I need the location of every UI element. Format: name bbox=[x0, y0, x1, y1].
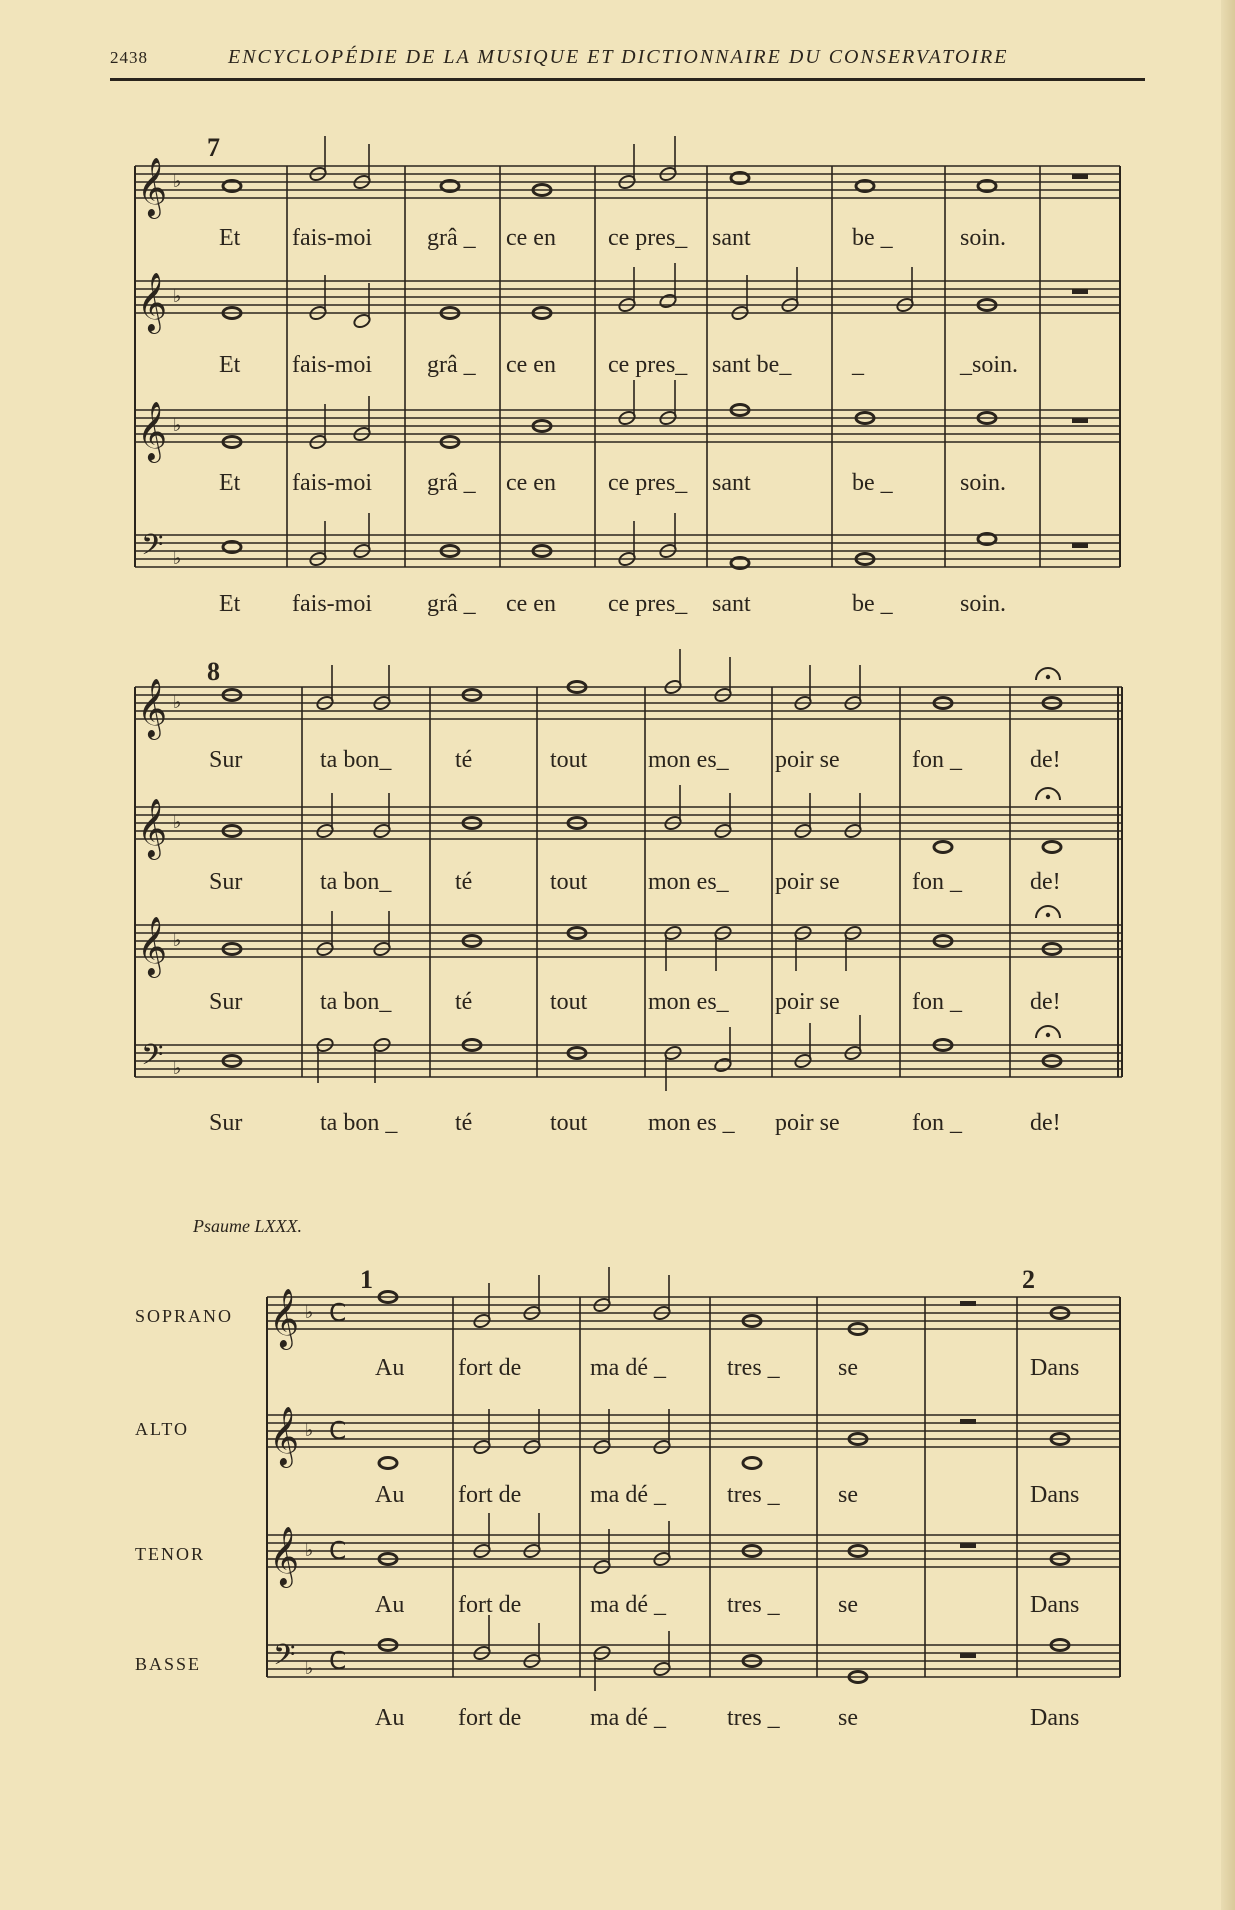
common-time-icon: C bbox=[329, 1298, 347, 1327]
lyric-psalm-v1: ma dé _ bbox=[590, 1355, 666, 1381]
lyric-sys1-v2: fais-moi bbox=[292, 352, 372, 378]
lyric-psalm-v1: se bbox=[838, 1355, 858, 1381]
lyric-sys2-v1: té bbox=[455, 747, 473, 773]
lyric-sys2-v3: tout bbox=[550, 989, 588, 1015]
lyric-psalm-v1: tres _ bbox=[727, 1355, 780, 1381]
lyrics-layer bbox=[135, 133, 1079, 1731]
lyric-sys2-v1: mon es_ bbox=[648, 747, 729, 773]
lyric-psalm-v2: se bbox=[838, 1482, 858, 1508]
lyric-psalm-v4: tres _ bbox=[727, 1705, 780, 1731]
psalm-caption: Psaume LXXX. bbox=[193, 1216, 302, 1236]
whole-note bbox=[743, 1458, 761, 1469]
lyric-psalm-v3: tres _ bbox=[727, 1592, 780, 1618]
treble-clef-icon: 𝄞 bbox=[137, 678, 168, 738]
lyric-sys1-v4: soin. bbox=[960, 591, 1007, 617]
treble-clef-icon: 𝄞 bbox=[137, 272, 168, 332]
common-time-icon: C bbox=[329, 1646, 347, 1675]
lyric-sys1-v3: sant bbox=[712, 470, 751, 496]
lyric-sys1-v3: be _ bbox=[852, 470, 893, 496]
whole-rest-icon bbox=[960, 1653, 976, 1658]
lyric-sys2-v4: mon es _ bbox=[648, 1110, 735, 1136]
measure-number: 8 bbox=[207, 657, 220, 686]
whole-rest-icon bbox=[1072, 543, 1088, 548]
lyric-psalm-v3: ma dé _ bbox=[590, 1592, 666, 1618]
whole-rest-icon bbox=[1072, 174, 1088, 179]
whole-note bbox=[1043, 842, 1061, 853]
whole-rest-icon bbox=[1072, 289, 1088, 294]
flat-icon: ♭ bbox=[173, 930, 182, 951]
lyric-sys2-v4: ta bon _ bbox=[320, 1110, 398, 1136]
lyric-sys1-v4: be _ bbox=[852, 591, 893, 617]
lyric-sys2-v1: ta bon_ bbox=[320, 747, 392, 773]
flat-icon: ♭ bbox=[173, 692, 182, 713]
flat-icon: ♭ bbox=[173, 812, 182, 833]
lyric-sys1-v4: sant bbox=[712, 591, 751, 617]
whole-note bbox=[379, 1458, 397, 1469]
lyric-sys2-v2: ta bon_ bbox=[320, 869, 392, 895]
whole-rest-icon bbox=[960, 1543, 976, 1548]
bass-clef-icon: 𝄢 bbox=[273, 1638, 296, 1679]
treble-clef-icon: 𝄞 bbox=[137, 916, 168, 976]
lyric-sys1-v2: ce pres_ bbox=[608, 352, 688, 378]
voice-label: ALTO bbox=[135, 1419, 190, 1439]
fermata-dot bbox=[1046, 913, 1050, 917]
whole-rest-icon bbox=[960, 1419, 976, 1424]
lyric-sys2-v2: té bbox=[455, 869, 473, 895]
lyric-sys2-v3: fon _ bbox=[912, 989, 962, 1015]
fermata-dot bbox=[1046, 675, 1050, 679]
common-time-icon: C bbox=[329, 1416, 347, 1445]
lyric-sys2-v3: mon es_ bbox=[648, 989, 729, 1015]
lyric-sys2-v4: té bbox=[455, 1110, 473, 1136]
treble-clef-icon: 𝄞 bbox=[137, 798, 168, 858]
lyric-sys2-v2: de! bbox=[1030, 869, 1061, 895]
lyric-sys1-v1: grâ _ bbox=[427, 225, 476, 251]
lyric-sys2-v1: Sur bbox=[209, 747, 243, 773]
page-number: 2438 bbox=[110, 48, 148, 67]
lyric-sys2-v3: poir se bbox=[775, 989, 840, 1015]
lyric-psalm-v3: fort de bbox=[458, 1592, 522, 1618]
lyric-sys1-v4: ce en bbox=[506, 591, 556, 617]
lyric-sys2-v2: poir se bbox=[775, 869, 840, 895]
lyric-sys2-v3: ta bon_ bbox=[320, 989, 392, 1015]
lyric-sys1-v3: grâ _ bbox=[427, 470, 476, 496]
lyric-sys1-v3: Et bbox=[219, 470, 241, 496]
lyric-psalm-v4: ma dé _ bbox=[590, 1705, 666, 1731]
measure-number: 7 bbox=[207, 133, 220, 162]
lyric-sys2-v3: de! bbox=[1030, 989, 1061, 1015]
voice-label: TENOR bbox=[135, 1544, 205, 1564]
lyric-sys1-v2: Et bbox=[219, 352, 241, 378]
flat-icon: ♭ bbox=[173, 415, 182, 436]
lyric-sys1-v1: fais-moi bbox=[292, 225, 372, 251]
lyric-sys1-v2: _ bbox=[852, 352, 864, 378]
lyric-psalm-v1: Dans bbox=[1030, 1355, 1080, 1381]
flat-icon: ♭ bbox=[305, 1540, 314, 1561]
flat-icon: ♭ bbox=[305, 1420, 314, 1441]
lyric-psalm-v4: Dans bbox=[1030, 1705, 1080, 1731]
voice-label: BASSE bbox=[135, 1654, 202, 1674]
measure-number: 2 bbox=[1022, 1265, 1035, 1294]
lyric-psalm-v3: se bbox=[838, 1592, 858, 1618]
lyric-sys1-v1: soin. bbox=[960, 225, 1007, 251]
whole-rest-icon bbox=[960, 1301, 976, 1306]
lyric-psalm-v3: Au bbox=[375, 1592, 405, 1618]
whole-note bbox=[934, 842, 952, 853]
flat-icon: ♭ bbox=[173, 286, 182, 307]
treble-clef-icon: 𝄞 bbox=[269, 1406, 300, 1466]
lyric-sys1-v3: soin. bbox=[960, 470, 1007, 496]
lyric-psalm-v4: se bbox=[838, 1705, 858, 1731]
lyric-sys2-v4: fon _ bbox=[912, 1110, 962, 1136]
staves-layer bbox=[135, 157, 1122, 1679]
lyric-sys1-v2: grâ _ bbox=[427, 352, 476, 378]
lyric-sys1-v3: fais-moi bbox=[292, 470, 372, 496]
fermata-dot bbox=[1046, 1033, 1050, 1037]
lyric-psalm-v1: Au bbox=[375, 1355, 405, 1381]
flat-icon: ♭ bbox=[173, 548, 182, 569]
flat-icon: ♭ bbox=[173, 1058, 182, 1079]
lyric-psalm-v2: Au bbox=[375, 1482, 405, 1508]
lyric-sys2-v4: de! bbox=[1030, 1110, 1061, 1136]
lyric-sys1-v2: sant be_ bbox=[712, 352, 792, 378]
lyric-sys2-v1: fon _ bbox=[912, 747, 962, 773]
lyric-sys1-v1: be _ bbox=[852, 225, 893, 251]
lyric-sys2-v1: tout bbox=[550, 747, 588, 773]
lyric-sys2-v4: poir se bbox=[775, 1110, 840, 1136]
lyric-sys1-v2: ce en bbox=[506, 352, 556, 378]
lyric-sys1-v1: ce pres_ bbox=[608, 225, 688, 251]
fermata-dot bbox=[1046, 795, 1050, 799]
flat-icon: ♭ bbox=[305, 1302, 314, 1323]
lyric-sys2-v3: Sur bbox=[209, 989, 243, 1015]
treble-clef-icon: 𝄞 bbox=[137, 401, 168, 461]
lyric-sys2-v3: té bbox=[455, 989, 473, 1015]
measure-number: 1 bbox=[360, 1265, 373, 1294]
lyric-sys1-v4: grâ _ bbox=[427, 591, 476, 617]
lyric-psalm-v2: ma dé _ bbox=[590, 1482, 666, 1508]
lyric-psalm-v4: Au bbox=[375, 1705, 405, 1731]
bass-clef-icon: 𝄢 bbox=[141, 528, 164, 569]
whole-rest-icon bbox=[1072, 418, 1088, 423]
lyric-sys1-v1: Et bbox=[219, 225, 241, 251]
lyric-sys2-v2: mon es_ bbox=[648, 869, 729, 895]
lyric-sys1-v3: ce pres_ bbox=[608, 470, 688, 496]
lyric-sys1-v3: ce en bbox=[506, 470, 556, 496]
lyric-psalm-v3: Dans bbox=[1030, 1592, 1080, 1618]
lyric-psalm-v2: Dans bbox=[1030, 1482, 1080, 1508]
treble-clef-icon: 𝄞 bbox=[269, 1526, 300, 1586]
lyric-psalm-v2: fort de bbox=[458, 1482, 522, 1508]
lyric-sys2-v2: tout bbox=[550, 869, 588, 895]
lyric-sys1-v4: fais-moi bbox=[292, 591, 372, 617]
treble-clef-icon: 𝄞 bbox=[269, 1288, 300, 1348]
lyric-sys2-v4: Sur bbox=[209, 1110, 243, 1136]
lyric-psalm-v2: tres _ bbox=[727, 1482, 780, 1508]
lyric-psalm-v1: fort de bbox=[458, 1355, 522, 1381]
treble-clef-icon: 𝄞 bbox=[137, 157, 168, 217]
common-time-icon: C bbox=[329, 1536, 347, 1565]
lyric-sys1-v1: sant bbox=[712, 225, 751, 251]
voice-label: SOPRANO bbox=[135, 1306, 234, 1326]
lyric-sys2-v1: de! bbox=[1030, 747, 1061, 773]
lyric-sys2-v2: fon _ bbox=[912, 869, 962, 895]
lyric-sys2-v2: Sur bbox=[209, 869, 243, 895]
bass-clef-icon: 𝄢 bbox=[141, 1038, 164, 1079]
lyric-sys1-v4: ce pres_ bbox=[608, 591, 688, 617]
flat-icon: ♭ bbox=[173, 171, 182, 192]
lyric-sys1-v4: Et bbox=[219, 591, 241, 617]
lyric-sys1-v1: ce en bbox=[506, 225, 556, 251]
lyric-psalm-v4: fort de bbox=[458, 1705, 522, 1731]
lyric-sys2-v4: tout bbox=[550, 1110, 588, 1136]
lyric-sys1-v2: _soin. bbox=[960, 352, 1019, 378]
running-title: ENCYCLOPÉDIE DE LA MUSIQUE ET DICTIONNAIRE DU CONSERVATOIRE bbox=[228, 46, 1009, 68]
flat-icon: ♭ bbox=[305, 1658, 314, 1679]
lyric-sys2-v1: poir se bbox=[775, 747, 840, 773]
